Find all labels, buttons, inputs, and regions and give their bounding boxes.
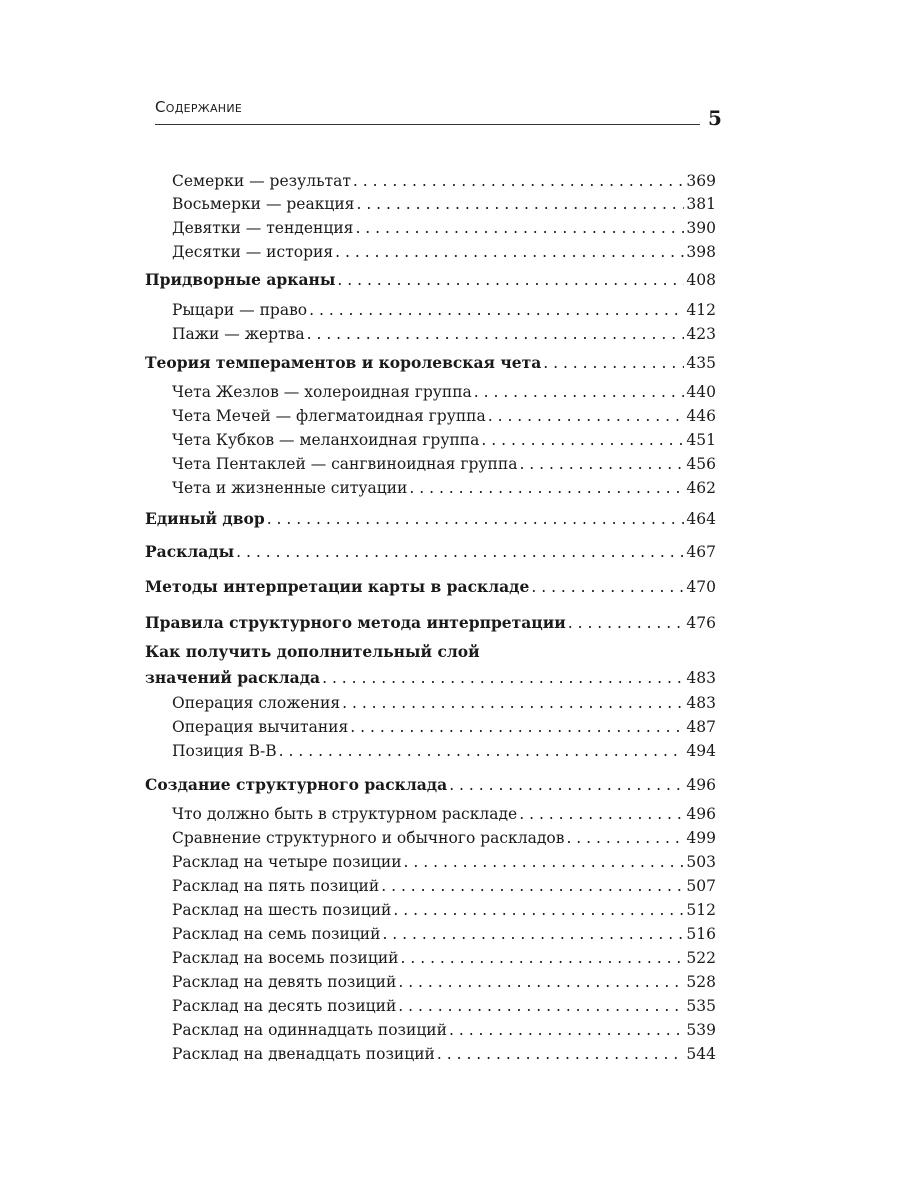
dot-leader [279, 740, 685, 762]
entry-page-number: 544 [686, 1045, 716, 1063]
toc-subsection-entry [172, 692, 716, 714]
entry-page-number: 494 [686, 742, 716, 760]
toc-subsection-entry [172, 923, 716, 945]
toc-subsection-entry [172, 405, 716, 427]
entry-page-number: 462 [686, 479, 716, 497]
toc-section-entry [145, 774, 716, 796]
entry-page-number: 496 [686, 776, 716, 794]
toc-subsection-entry [172, 170, 716, 192]
toc-subsection-entry [172, 971, 716, 993]
toc-subsection-entry [172, 803, 716, 825]
entry-page-number: 446 [686, 407, 716, 425]
toc-subsection-entry [172, 477, 716, 499]
dot-leader [519, 453, 684, 475]
entry-title: Расклад на пять позиций [172, 877, 380, 895]
entry-title: Придворные арканы [145, 270, 336, 289]
entry-page-number: 398 [686, 243, 716, 261]
entry-page-number: 381 [686, 195, 716, 213]
entry-title: Расклад на восемь позиций [172, 949, 399, 967]
toc-subsection-entry [172, 995, 716, 1017]
dot-leader [267, 508, 685, 530]
toc-entry-heading-line: Как получить дополнительный слой [145, 642, 480, 661]
toc-section-entry [145, 541, 716, 563]
dot-leader [353, 170, 685, 192]
entry-title: Единый двор [145, 509, 265, 528]
entry-page-number: 535 [686, 997, 716, 1015]
dot-leader [488, 405, 685, 427]
entry-page-number: 507 [686, 877, 716, 895]
entry-page-number: 476 [686, 614, 716, 632]
entry-page-number: 516 [686, 925, 716, 943]
dot-leader [398, 971, 684, 993]
toc-subsection-entry [172, 323, 716, 345]
entry-page-number: 451 [686, 431, 716, 449]
entry-title: Рыцари — право [172, 301, 308, 319]
toc-subsection-entry [172, 241, 716, 263]
dot-leader [519, 803, 684, 825]
entry-title: Расклад на двенадцать позиций [172, 1045, 435, 1063]
entry-page-number: 456 [686, 455, 716, 473]
dot-leader [355, 217, 684, 239]
dot-leader [409, 477, 684, 499]
entry-page-number: 503 [686, 853, 716, 871]
entry-page-number: 390 [686, 219, 716, 237]
dot-leader [309, 299, 684, 321]
entry-title: Расклад на четыре позиции [172, 853, 402, 871]
toc-section-entry [145, 576, 716, 598]
entry-page-number: 499 [686, 829, 716, 847]
entry-title: Теория темпераментов и королевская чета [145, 353, 542, 372]
entry-page-number: 483 [686, 669, 716, 687]
entry-title: Создание структурного расклада [145, 775, 448, 794]
toc-subsection-entry [172, 1043, 716, 1065]
entry-title: Чета и жизненные ситуации [172, 479, 408, 497]
dot-leader [307, 323, 685, 345]
entry-title: Позиция В-В [172, 742, 277, 760]
entry-title: Чета Кубков — меланхоидная группа [172, 431, 480, 449]
entry-page-number: 467 [686, 543, 716, 561]
entry-page-number: 440 [686, 383, 716, 401]
entry-title: Сравнение структурного и обычного раскладов [172, 829, 565, 847]
toc-subsection-entry [172, 381, 716, 403]
toc-section-entry [145, 667, 716, 689]
entry-page-number: 496 [686, 805, 716, 823]
dot-leader [404, 851, 685, 873]
entry-title: Расклад на десять позиций [172, 997, 397, 1015]
entry-title: Операция сложения [172, 694, 341, 712]
entry-title: Девятки — тенденция [172, 219, 354, 237]
page-number: 5 [708, 106, 722, 130]
toc-subsection-entry [172, 1019, 716, 1041]
dot-leader [350, 716, 684, 738]
entry-page-number: 487 [686, 718, 716, 736]
dot-leader [474, 381, 685, 403]
entry-title: Расклад на шесть позиций [172, 901, 392, 919]
entry-title: Пажи — жертва [172, 325, 305, 343]
dot-leader [543, 352, 684, 374]
dot-leader [335, 241, 684, 263]
dot-leader [382, 923, 684, 945]
toc-section-entry [145, 269, 716, 291]
entry-page-number: 512 [686, 901, 716, 919]
dot-leader [566, 827, 684, 849]
entry-title: Расклад на девять позиций [172, 973, 397, 991]
entry-title: Десятки — история [172, 243, 334, 261]
dot-leader [398, 995, 684, 1017]
toc-subsection-entry [172, 217, 716, 239]
dot-leader [322, 667, 684, 689]
dot-leader [449, 1019, 684, 1041]
dot-leader [568, 612, 685, 634]
entry-title: Операция вычитания [172, 718, 349, 736]
toc-subsection-entry [172, 453, 716, 475]
entry-page-number: 464 [686, 510, 716, 528]
header-rule [155, 124, 700, 125]
toc-subsection-entry [172, 851, 716, 873]
dot-leader [337, 269, 684, 291]
toc-subsection-entry [172, 299, 716, 321]
toc-subsection-entry [172, 716, 716, 738]
toc-subsection-entry [172, 193, 716, 215]
entry-page-number: 412 [686, 301, 716, 319]
entry-page-number: 522 [686, 949, 716, 967]
toc-subsection-entry [172, 429, 716, 451]
toc-subsection-entry [172, 875, 716, 897]
dot-leader [481, 429, 684, 451]
entry-title: Что должно быть в структурном раскладе [172, 805, 518, 823]
entry-title: Чета Мечей — флегматоидная группа [172, 407, 486, 425]
dot-leader [449, 774, 684, 796]
entry-title: Восьмерки — реакция [172, 195, 355, 213]
dot-leader [393, 899, 684, 921]
toc-section-entry [145, 508, 716, 530]
entry-page-number: 369 [686, 172, 716, 190]
entry-title: Методы интерпретации карты в раскладе [145, 577, 530, 596]
entry-page-number: 539 [686, 1021, 716, 1039]
dot-leader [437, 1043, 685, 1065]
dot-leader [342, 692, 684, 714]
toc-subsection-entry [172, 827, 716, 849]
toc-subsection-entry [172, 947, 716, 969]
entry-title: Расклады [145, 542, 235, 561]
entry-title: Правила структурного метода интерпретации [145, 613, 566, 632]
dot-leader [531, 576, 684, 598]
entry-title: Чета Пентаклей — сангвиноидная группа [172, 455, 518, 473]
running-header-title: Содержание [155, 98, 243, 116]
dot-leader [381, 875, 684, 897]
entry-page-number: 435 [686, 354, 716, 372]
dot-leader [401, 947, 685, 969]
entry-title: значений расклада [145, 668, 321, 687]
entry-title: Расклад на одиннадцать позиций [172, 1021, 447, 1039]
entry-page-number: 408 [686, 271, 716, 289]
toc-section-entry [145, 612, 716, 634]
dot-leader [236, 541, 684, 563]
dot-leader [356, 193, 684, 215]
toc-subsection-entry [172, 899, 716, 921]
toc-section-entry [145, 352, 716, 374]
entry-page-number: 470 [686, 578, 716, 596]
entry-page-number: 483 [686, 694, 716, 712]
entry-title: Чета Жезлов — холероидная группа [172, 383, 472, 401]
entry-title: Семерки — результат [172, 172, 351, 190]
entry-page-number: 528 [686, 973, 716, 991]
entry-page-number: 423 [686, 325, 716, 343]
toc-subsection-entry [172, 740, 716, 762]
entry-title: Расклад на семь позиций [172, 925, 381, 943]
